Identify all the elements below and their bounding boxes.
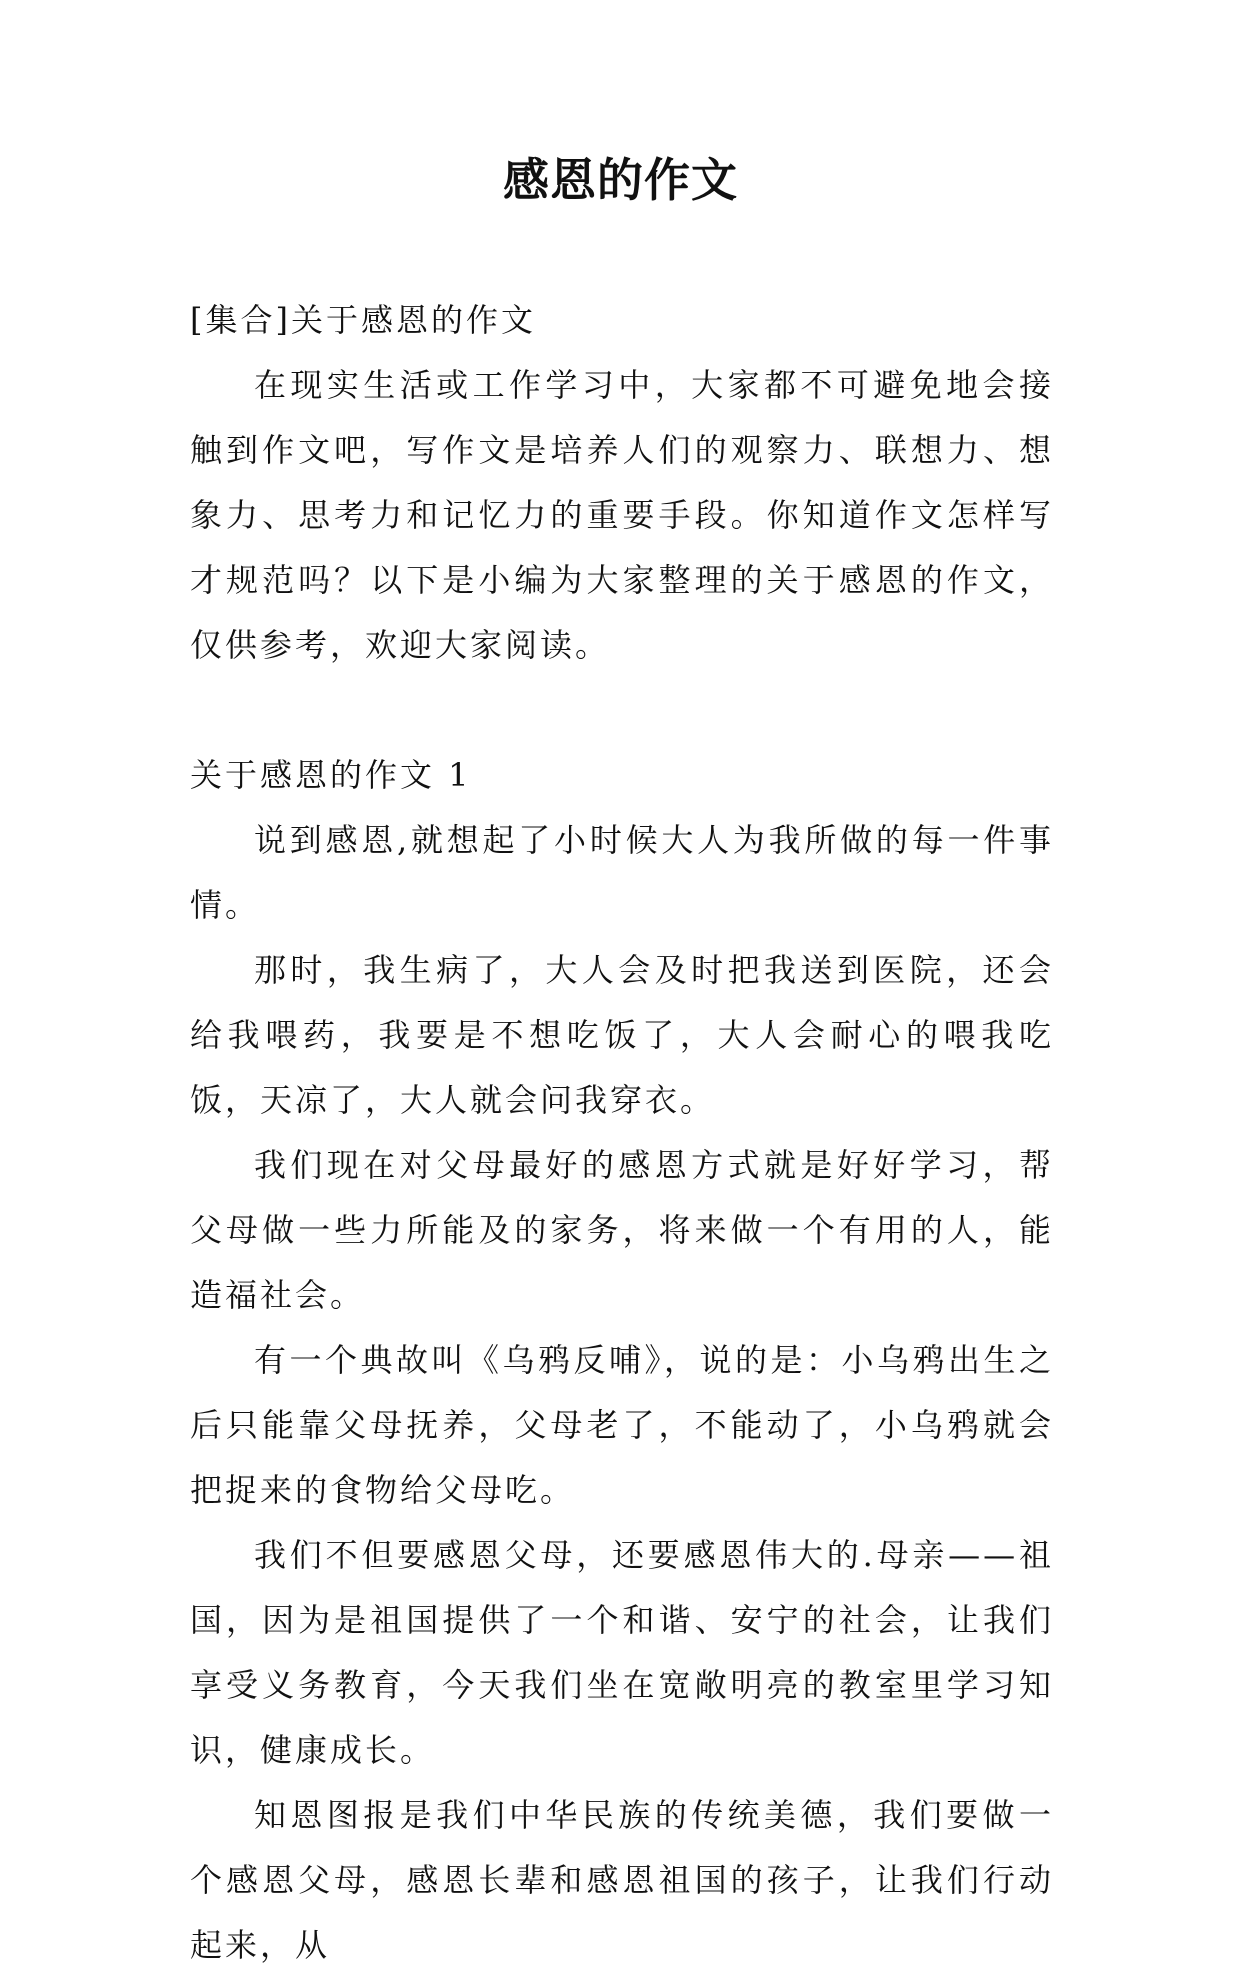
body-paragraph: 有一个典故叫《乌鸦反哺》，说的是：小乌鸦出生之后只能靠父母抚养，父母老了，不能动了，小乌鸦就会把捉来的食物给父母吃。 <box>190 1341 1054 1509</box>
document-body <box>190 288 1054 1978</box>
body-paragraph: 说到感恩,就想起了小时候大人为我所做的每一件事情。 <box>190 821 1054 924</box>
document-title: 感恩的作文 <box>503 153 738 207</box>
body-paragraph: 那时，我生病了，大人会及时把我送到医院，还会给我喂药，我要是不想吃饭了，大人会耐心的喂我吃饭，天凉了，大人就会问我穿衣。 <box>190 951 1054 1119</box>
section-spacer <box>190 678 1054 743</box>
body-paragraph: 我们现在对父母最好的感恩方式就是好好学习，帮父母做一些力所能及的家务，将来做一个有用的人，能造福社会。 <box>190 1146 1054 1314</box>
document-subtitle: [集合]关于感恩的作文 <box>190 301 536 339</box>
section-heading: 关于感恩的作文 1 <box>190 756 472 794</box>
body-paragraph: 我们不但要感恩父母，还要感恩伟大的.母亲——祖国，因为是祖国提供了一个和谐、安宁的社会，让我们享受义务教育，今天我们坐在宽敞明亮的教室里学习知识，健康成长。 <box>190 1536 1054 1769</box>
intro-paragraph: 在现实生活或工作学习中，大家都不可避免地会接触到作文吧，写作文是培养人们的观察力、联想力、想象力、思考力和记忆力的重要手段。你知道作文怎样写才规范吗？以下是小编为大家整理的关于感恩的作文，仅供参考，欢迎大家阅读。 <box>190 366 1054 664</box>
body-paragraph: 知恩图报是我们中华民族的传统美德，我们要做一个感恩父母，感恩长辈和感恩祖国的孩子，让我们行动起来，从 <box>190 1796 1054 1964</box>
